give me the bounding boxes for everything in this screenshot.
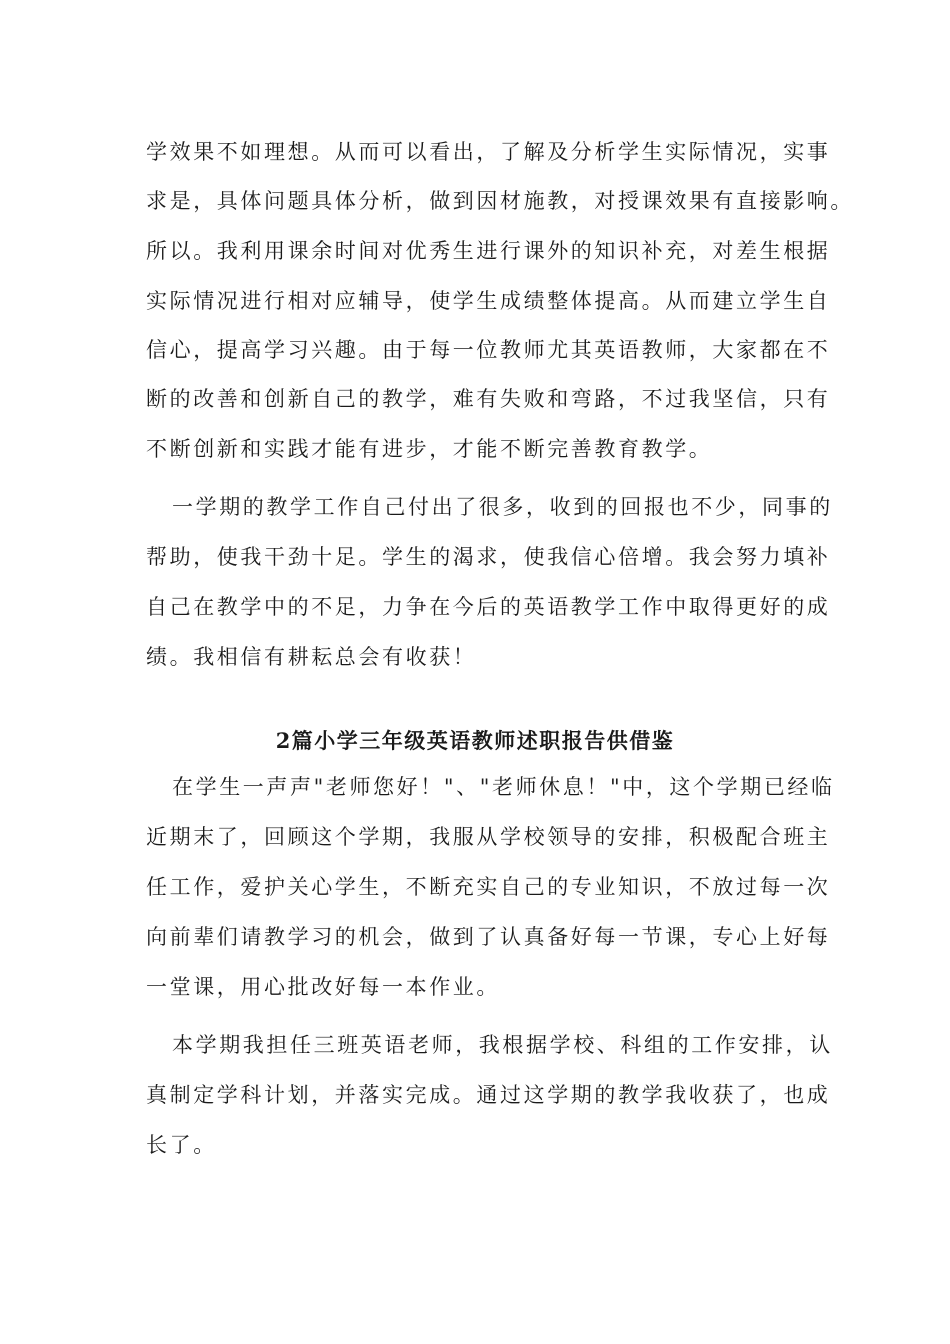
document-page: 学效果不如理想。从而可以看出，了解及分析学生实际情况，实事 求是，具体问题具体分析，做到因材施教，对授课效果有直接影响。 所以。我利用课余时间对优秀生进行课外的知识补充，对差生根据 实际情况进行相对应辅导，使学生成绩整体提高。从而建立学生自 信心，提高学习兴趣。由于每一位教师尤其英语教师，大家都在不 断的改善和创新自己的教学，难有失败和弯路，不过我坚信，只有 不断创新和实践才能有进步，才能不断完善教育教学。 一学期的教学工作自己付出了很多，收到的回报也不少，同事的 帮助，使我干劲十足。学生的渴求，使我信心倍增。我会努力填补 自己在教学中的不足，力争在今后的英语教学工作中取得更好的成 绩。我相信有耕耘总会有收获！ 2篇小学三年级英语教师述职报告供借鉴 在学生一声声"老师您好！"、"老师休息！"中，这个学期已经临 近期末了，回顾这个学期，我服从学校领导的安排，积极配合班主 任工作，爱护关心学生，不断充实自己的专业知识，不放过每一次 向前辈们请教学习的机会，做到了认真备好每一节课，专心上好每 一堂课，用心批改好每一本作业。 本学期我担任三班英语老师，我根据学校、科组的工作安排，认 真制定学科计划，并落实完成。通过这学期的教学我收获了，也成 长了。 — [0, 0, 950, 1344]
section-title: 2篇小学三年级英语教师述职报告供借鉴 — [275, 728, 675, 753]
